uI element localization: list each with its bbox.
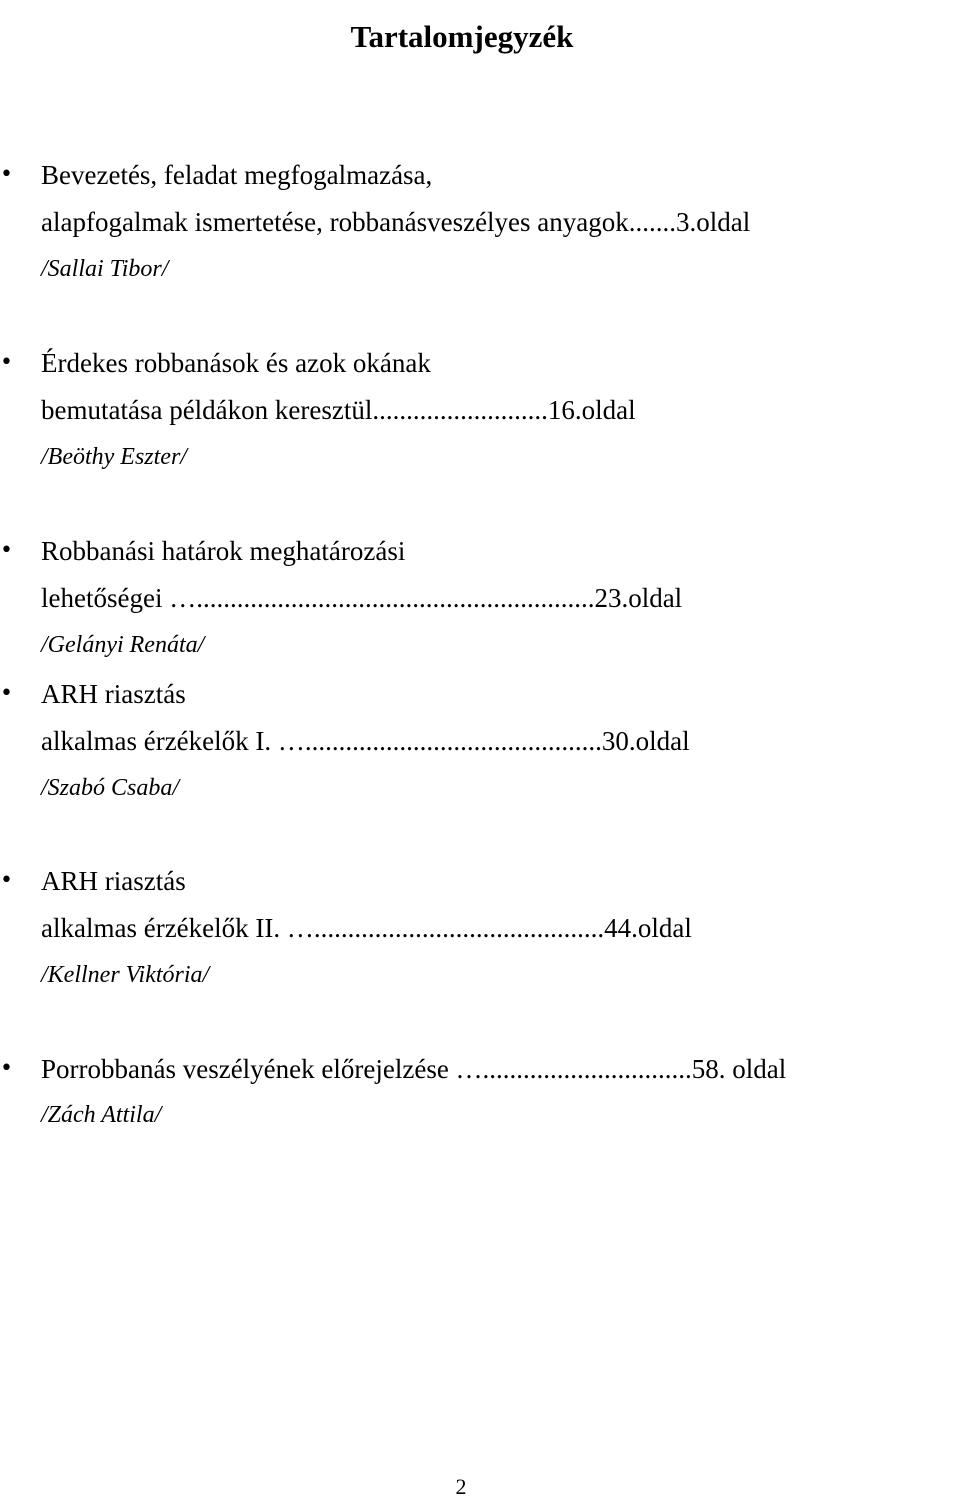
toc-entry-title: Porrobbanás veszélyének előrejelzése …...............................58. oldal [41,1054,787,1084]
toc-entry-title-continued: alapfogalmak ismertetése, robbanásveszélyes anyagok.......3.oldal [41,207,751,237]
toc-entry-line [0,528,960,574]
bullet-icon: • [0,162,13,187]
toc-entry-title: Robbanási határok meghatározási [41,536,406,566]
toc-entry-line [0,858,960,904]
toc-entry-title: ARH riasztás [41,866,186,896]
toc-entry-title-continued: alkalmas érzékelők I. …............................................30.oldal [41,726,690,756]
toc-entry [0,528,960,658]
toc-entry [0,858,960,988]
toc-entry [0,671,960,801]
toc-entry-line [0,1046,960,1092]
toc-entry-author: /Beöthy Eszter/ [41,444,187,470]
toc-entry-title: Bevezetés, feladat megfogalmazása, [41,160,433,190]
toc-entry [0,152,960,282]
bullet-icon: • [0,868,13,893]
toc-entry-title: ARH riasztás [41,679,186,709]
toc-entry-line [0,386,960,434]
toc-entry-author: /Gelányi Renáta/ [41,632,205,658]
bullet-icon: • [0,1056,13,1081]
page-title: Tartalomjegyzék [350,18,574,54]
toc-entry-line [0,904,960,952]
toc-entry-line [0,671,960,717]
page-number: 2 [455,1474,467,1499]
bullet-icon: • [0,538,13,563]
toc-entry-author: /Kellner Viktória/ [41,962,210,988]
toc-entry-author: /Szabó Csaba/ [41,775,180,801]
toc-entry-title-continued: lehetőségei …...........................................................23.oldal [41,583,683,613]
toc-entry-author: /Zách Attila/ [41,1102,162,1128]
toc-entry-line [0,340,960,386]
toc-entry-title-continued: bemutatása példákon keresztül..........................16.oldal [41,395,636,425]
toc-entry-line [0,717,960,765]
bullet-icon: • [0,350,13,375]
toc-entry [0,1046,960,1128]
toc-entry-title: Érdekes robbanások és azok okának [41,348,431,378]
toc-entry-line [0,152,960,198]
toc-entry-line [0,574,960,622]
bullet-icon: • [0,681,13,706]
toc-entry-author: /Sallai Tibor/ [41,256,169,282]
toc-entry-line [0,198,960,246]
toc-entry [0,340,960,470]
toc-entry-title-continued: alkalmas érzékelők II. …...........................................44.oldal [41,913,692,943]
